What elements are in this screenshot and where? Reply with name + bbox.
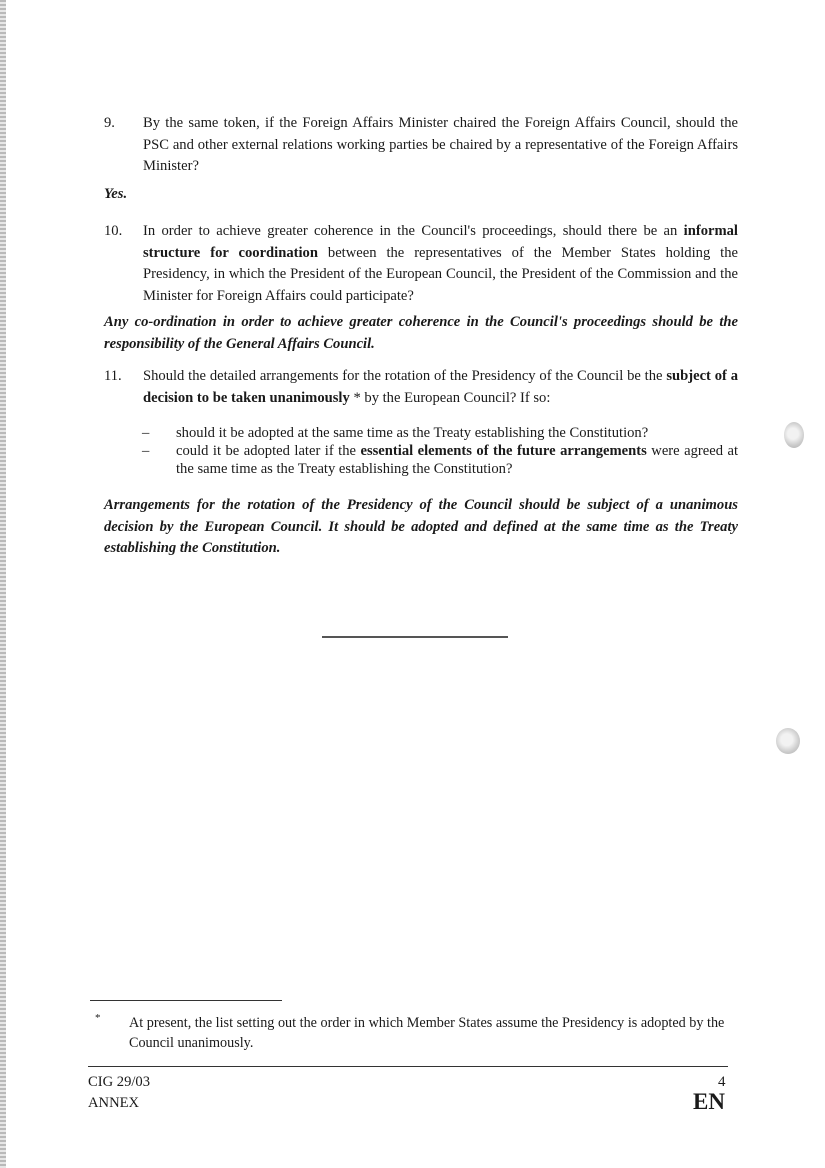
section-end-rule xyxy=(322,636,508,638)
option-1-text: should it be adopted at the same time as the Treaty establishing the Constitution? xyxy=(176,425,649,441)
footnote-marker: * xyxy=(95,1012,101,1024)
document-reference: CIG 29/03 xyxy=(88,1074,151,1090)
answer-11: Arrangements for the rotation of the Presidency of the Council should be subject of a unanimous decision by the European Council. It should be adopted and defined at the same time as the Treaty establishing the Constitution. xyxy=(104,497,738,556)
option-2-dash: – xyxy=(142,443,150,459)
language-code: EN xyxy=(693,1089,725,1114)
answer-10: Any co-ordination in order to achieve greater coherence in the Council's proceedings should be the responsibility of the General Affairs Council. xyxy=(104,314,738,352)
question-11-text: Should the detailed arrangements for the rotation of the Presidency of the Council be the subject of a decision to be taken unanimously * by the European Council? If so: xyxy=(143,368,739,406)
question-9-number: 9. xyxy=(104,115,115,131)
punch-hole xyxy=(776,728,800,754)
question-10-emphasis: informal structure for coordination xyxy=(143,223,738,261)
footer-rule xyxy=(88,1066,728,1067)
question-10-text: In order to achieve greater coherence in the Council's proceedings, should there be an informal structure for coordination between the representatives of the Member States holding the Presidency, in which the President of the European Council, the President of the Commission and the Minister for Foreign Affairs could participate? xyxy=(143,223,738,304)
scan-edge xyxy=(0,0,6,1168)
footnote-text: At present, the list setting out the order in which Member States assume the Presidency is adopted by the Council unanimously. xyxy=(129,1015,725,1051)
page-number: 4 xyxy=(718,1074,726,1090)
option-1-dash: – xyxy=(142,425,150,441)
question-11-emphasis: subject of a decision to be taken unanimously xyxy=(143,368,739,406)
question-9-text: By the same token, if the Foreign Affairs Minister chaired the Foreign Affairs Council, should the PSC and other external relations working parties be chaired by a representative of the Foreign Affairs Minister? xyxy=(143,115,738,174)
question-11-number: 11. xyxy=(104,368,122,384)
annex-label: ANNEX xyxy=(88,1095,140,1111)
option-2-emphasis: essential elements of the future arrangements xyxy=(360,443,647,459)
option-2-text: could it be adopted later if the essential elements of the future arrangements were agreed at the same time as the Treaty establishing the Constitution? xyxy=(176,443,738,477)
footer-reference xyxy=(88,1072,150,1114)
punch-hole xyxy=(784,422,804,448)
question-10-number: 10. xyxy=(104,223,123,239)
answer-9: Yes. xyxy=(104,186,128,202)
footnote-rule xyxy=(90,1000,282,1001)
